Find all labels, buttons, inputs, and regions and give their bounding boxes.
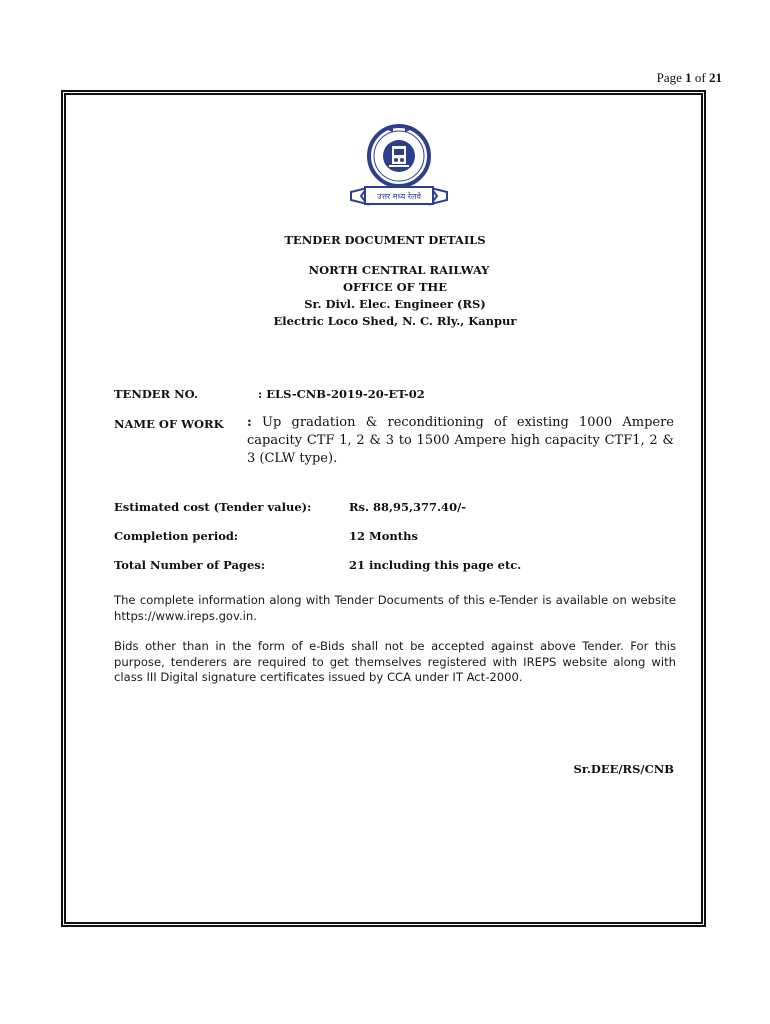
tender-no-value: : ELS-CNB-2019-20-ET-02 bbox=[258, 387, 425, 401]
total-pages-label: Total Number of Pages: bbox=[114, 558, 265, 572]
total-pages-value: 21 including this page etc. bbox=[349, 558, 522, 572]
estimated-cost-value: Rs. 88,95,377.40/- bbox=[349, 500, 467, 514]
estimated-cost-label: Estimated cost (Tender value): bbox=[114, 500, 312, 514]
document-title: TENDER DOCUMENT DETAILS bbox=[284, 233, 486, 247]
location-line: Electric Loco Shed, N. C. Rly., Kanpur bbox=[273, 314, 517, 328]
completion-period-label: Completion period: bbox=[114, 529, 239, 543]
logo-banner-text: उत्तर मध्य रेलवे bbox=[377, 192, 421, 201]
organization-name: NORTH CENTRAL RAILWAY bbox=[308, 263, 490, 277]
railway-emblem-logo bbox=[347, 120, 451, 212]
name-of-work-value: : Up gradation & reconditioning of existing 1000 Ampere capacity CTF 1, 2 & 3 to 1500 Ampere high capacity CTF1, 2 & 3 (CLW type). bbox=[247, 415, 674, 466]
bids-paragraph: Bids other than in the form of e-Bids shall not be accepted against above Tender. For this purpose, tenderers are required to get themselves registered with IREPS website along with class III Digital signature certificates issued by CCA under IT Act-2000. bbox=[114, 639, 676, 684]
signature-designation: Sr.DEE/RS/CNB bbox=[573, 762, 674, 776]
office-line: OFFICE OF THE bbox=[342, 280, 448, 294]
tender-no-label: TENDER NO. bbox=[114, 387, 198, 401]
page-number: Page 1 of 21 bbox=[656, 70, 722, 85]
name-of-work-label: NAME OF WORK bbox=[114, 417, 224, 431]
completion-period-value: 12 Months bbox=[349, 529, 418, 543]
officer-line: Sr. Divl. Elec. Engineer (RS) bbox=[304, 297, 486, 311]
info-paragraph: The complete information along with Tender Documents of this e-Tender is available on website https://www.ireps.gov.in. bbox=[114, 593, 676, 623]
